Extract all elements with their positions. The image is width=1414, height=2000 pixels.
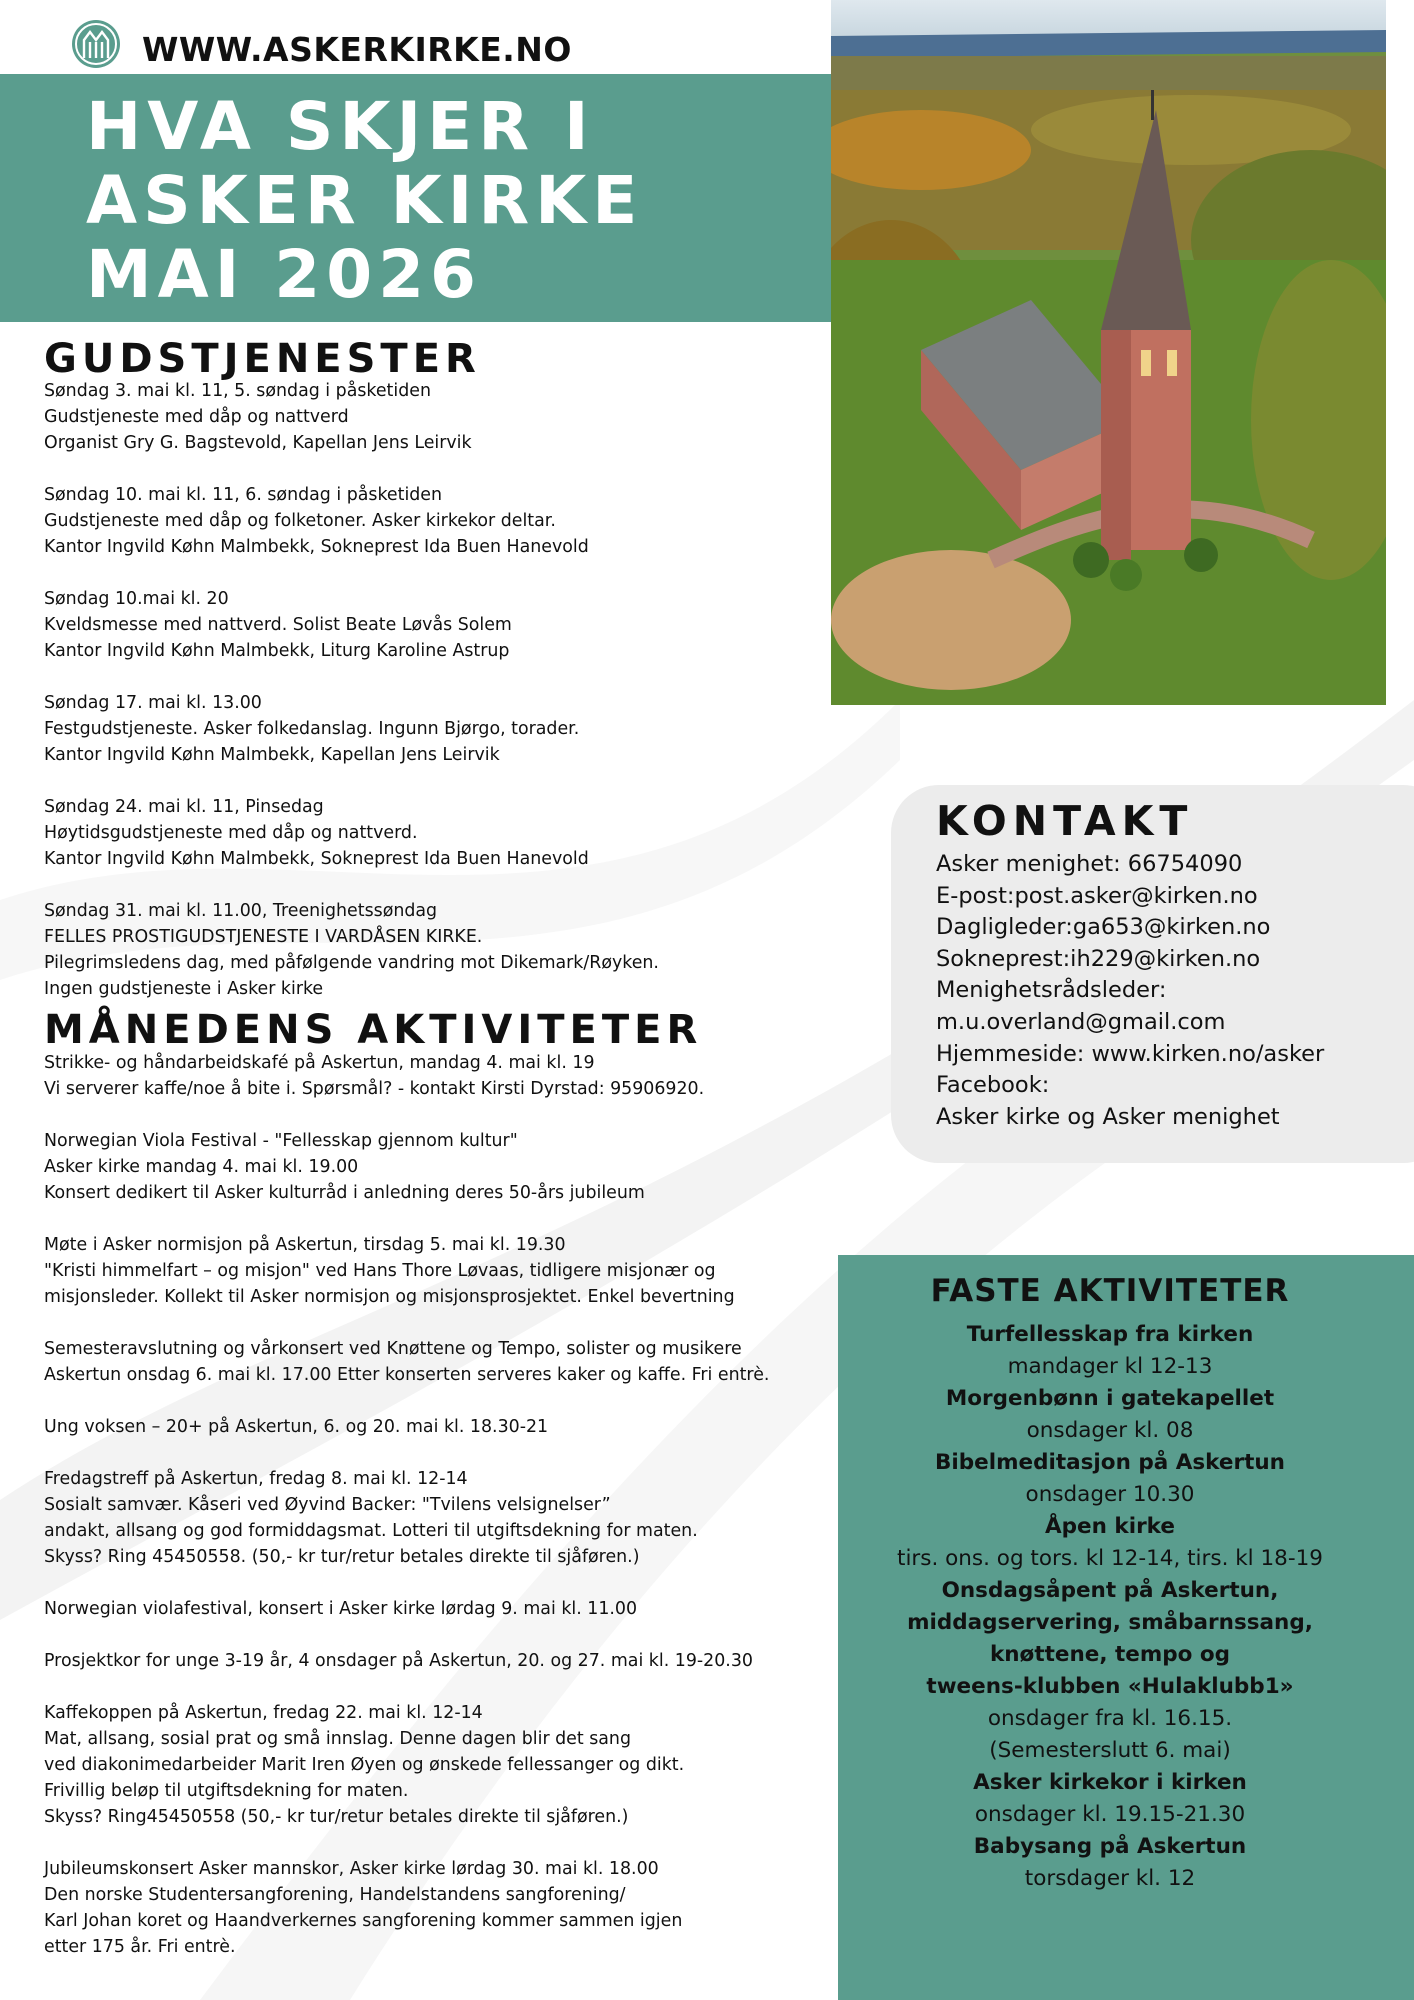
faste-activity-title: Morgenbønn i gatekapellet xyxy=(945,1386,1275,1411)
gudstjeneste-line xyxy=(44,872,659,898)
faste-activity-title: Åpen kirke xyxy=(1045,1514,1175,1539)
aktivitet-line xyxy=(44,1206,769,1232)
aktivitet-line: ved diakonimedarbeider Marit Iren Øyen og ønskede fellessanger og dikt. xyxy=(44,1755,685,1775)
aktiviteter-list xyxy=(44,1050,769,1960)
aktivitet-line xyxy=(44,1310,769,1336)
faste-activity-time: mandager kl 12-13 xyxy=(1007,1354,1213,1379)
gudstjeneste-line: Søndag 10.mai kl. 20 xyxy=(44,589,229,609)
aktivitet-line: Norwegian violafestival, konsert i Asker kirke lørdag 9. mai kl. 11.00 xyxy=(44,1599,638,1619)
gudstjeneste-line: FELLES PROSTIGUDSTJENESTE I VARDÅSEN KIRKE. xyxy=(44,927,483,947)
aktivitet-line: Prosjektkor for unge 3-19 år, 4 onsdager på Askertun, 20. og 27. mai kl. 19-20.30 xyxy=(44,1651,753,1671)
aktivitet-line: andakt, allsang og god formiddagsmat. Lotteri til utgiftsdekning for maten. xyxy=(44,1521,698,1541)
faste-heading: FASTE AKTIVITETER xyxy=(930,1273,1290,1309)
gudstjeneste-line xyxy=(44,768,659,794)
faste-activity-title: Turfellesskap fra kirken xyxy=(966,1322,1254,1347)
gudstjeneste-line xyxy=(44,560,659,586)
gudstjeneste-line: Organist Gry G. Bagstevold, Kapellan Jens Leirvik xyxy=(44,433,472,453)
gudstjeneste-line: Søndag 31. mai kl. 11.00, Treenighetssøndag xyxy=(44,901,438,921)
faste-activity-time: onsdager fra kl. 16.15. xyxy=(987,1706,1233,1731)
aktivitet-line xyxy=(44,1570,769,1596)
aktivitet-line xyxy=(44,1440,769,1466)
faste-activity-time: tirs. ons. og tors. kl 12-14, tirs. kl 18-19 xyxy=(897,1546,1323,1571)
aktivitet-line: Karl Johan koret og Haandverkernes sangforening kommer sammen igjen xyxy=(44,1911,683,1931)
kontakt-line: Asker menighet: 66754090 xyxy=(936,851,1243,877)
faste-activity-time: onsdager kl. 08 xyxy=(1026,1418,1194,1443)
aktivitet-line: Konsert dedikert til Asker kulturråd i anledning deres 50-års jubileum xyxy=(44,1183,645,1203)
aktivitet-line xyxy=(44,1830,769,1856)
faste-activity-title: knøttene, tempo og xyxy=(989,1642,1231,1667)
gudstjeneste-line: Kantor Ingvild Køhn Malmbekk, Liturg Karoline Astrup xyxy=(44,641,510,661)
aktivitet-line: etter 175 år. Fri entrè. xyxy=(44,1937,236,1957)
aktivitet-line: misjonsleder. Kollekt til Asker normisjon og misjonsprosjektet. Enkel bevertning xyxy=(44,1287,735,1307)
aktivitet-line xyxy=(44,1622,769,1648)
title-line-3: MAI 2026 xyxy=(86,236,482,313)
gudstjeneste-line: Søndag 17. mai kl. 13.00 xyxy=(44,693,262,713)
gudstjeneste-line: Festgudstjeneste. Asker folkedanslag. Ingunn Bjørgo, torader. xyxy=(44,719,580,739)
aktivitet-line: Møte i Asker normisjon på Askertun, tirsdag 5. mai kl. 19.30 xyxy=(44,1235,566,1255)
gudstjeneste-line: Gudstjeneste med dåp og folketoner. Asker kirkekor deltar. xyxy=(44,511,556,531)
aktivitet-line: Asker kirke mandag 4. mai kl. 19.00 xyxy=(44,1157,359,1177)
kontakt-line: E-post:post.asker@kirken.no xyxy=(936,882,1258,909)
faste-aktiviteter-box xyxy=(838,1255,1414,2000)
aktivitet-line: Skyss? Ring45450558 (50,- kr tur/retur betales direkte til sjåføren.) xyxy=(44,1807,629,1827)
aktivitet-line: Kaffekoppen på Askertun, fredag 22. mai kl. 12-14 xyxy=(44,1703,483,1723)
website-url[interactable]: WWW.ASKERKIRKE.NO xyxy=(142,30,572,69)
faste-list xyxy=(838,1319,1382,1895)
gudstjeneste-line xyxy=(44,456,659,482)
title-banner xyxy=(0,74,831,322)
aktivitet-line: Den norske Studentersangforening, Handelstandens sangforening/ xyxy=(44,1885,626,1905)
gudstjeneste-line: Kantor Ingvild Køhn Malmbekk, Sokneprest Ida Buen Hanevold xyxy=(44,537,589,557)
aktivitet-line: Skyss? Ring 45450558. (50,- kr tur/retur betales direkte til sjåføren.) xyxy=(44,1547,640,1567)
faste-activity-title: Bibelmeditasjon på Askertun xyxy=(935,1450,1285,1475)
faste-activity-time: (Semesterslutt 6. mai) xyxy=(989,1738,1231,1763)
title-line-2: ASKER KIRKE xyxy=(86,162,644,239)
church-logo xyxy=(70,18,122,70)
aktiviteter-heading: MÅNEDENS AKTIVITETER xyxy=(44,1007,703,1053)
gudstjeneste-line: Kantor Ingvild Køhn Malmbekk, Sokneprest Ida Buen Hanevold xyxy=(44,849,589,869)
faste-activity-title: Asker kirkekor i kirken xyxy=(973,1770,1247,1795)
church-aerial-photo xyxy=(831,0,1386,705)
aktivitet-line: Mat, allsang, sosial prat og små innslag. Denne dagen blir det sang xyxy=(44,1729,631,1749)
kontakt-heading: KONTAKT xyxy=(936,797,1194,845)
contact-box xyxy=(891,785,1414,1163)
faste-activity-title: Onsdagsåpent på Askertun, xyxy=(941,1578,1279,1603)
kontakt-line: Dagligleder:ga653@kirken.no xyxy=(936,914,1271,941)
gudstjeneste-line: Pilegrimsledens dag, med påfølgende vandring mot Dikemark/Røyken. xyxy=(44,953,659,973)
aktivitet-line: Fredagstreff på Askertun, fredag 8. mai kl. 12-14 xyxy=(44,1469,468,1489)
kontakt-line: Sokneprest:ih229@kirken.no xyxy=(936,945,1261,972)
aktivitet-line: Jubileumskonsert Asker mannskor, Asker kirke lørdag 30. mai kl. 18.00 xyxy=(44,1859,659,1879)
faste-activity-title: tweens-klubben «Hulaklubb1» xyxy=(926,1674,1294,1699)
gudstjeneste-line: Gudstjeneste med dåp og nattverd xyxy=(44,407,349,427)
kontakt-list xyxy=(936,849,1324,1133)
faste-activity-time: onsdager kl. 19.15-21.30 xyxy=(974,1802,1246,1827)
gudstjeneste-line: Søndag 3. mai kl. 11, 5. søndag i påsketiden xyxy=(44,381,431,401)
faste-activity-title: middagservering, småbarnssang, xyxy=(907,1610,1313,1635)
gudstjeneste-line: Kveldsmesse med nattverd. Solist Beate Løvås Solem xyxy=(44,615,512,635)
gudstjeneste-line: Kantor Ingvild Køhn Malmbekk, Kapellan Jens Leirvik xyxy=(44,745,500,765)
title-line-1: HVA SKJER I xyxy=(86,88,595,165)
aktivitet-line: Askertun onsdag 6. mai kl. 17.00 Etter konserten serveres kaker og kaffe. Fri entrè. xyxy=(44,1365,770,1385)
faste-activity-title: Babysang på Askertun xyxy=(973,1834,1247,1859)
kontakt-line: Menighetsrådsleder: xyxy=(936,977,1167,1004)
gudstjeneste-line: Høytidsgudstjeneste med dåp og nattverd. xyxy=(44,823,418,843)
gudstjeneste-line: Søndag 24. mai kl. 11, Pinsedag xyxy=(44,797,324,817)
gudstjeneste-line: Ingen gudstjeneste i Asker kirke xyxy=(44,979,324,999)
aktivitet-line: Strikke- og håndarbeidskafé på Askertun, mandag 4. mai kl. 19 xyxy=(44,1053,595,1073)
aktivitet-line: "Kristi himmelfart – og misjon" ved Hans Thore Løvaas, tidligere misjonær og xyxy=(44,1261,716,1281)
aktivitet-line xyxy=(44,1388,769,1414)
aktivitet-line: Semesteravslutning og vårkonsert ved Knøttene og Tempo, solister og musikere xyxy=(44,1339,742,1359)
faste-activity-time: torsdager kl. 12 xyxy=(1024,1866,1196,1891)
aktivitet-line: Sosialt samvær. Kåseri ved Øyvind Backer: "Tvilens velsignelser” xyxy=(44,1495,611,1515)
faste-activity-time: onsdager 10.30 xyxy=(1025,1482,1195,1507)
aktivitet-line: Ung voksen – 20+ på Askertun, 6. og 20. mai kl. 18.30-21 xyxy=(44,1417,549,1437)
aktivitet-line: Vi serverer kaffe/noe å bite i. Spørsmål? - kontakt Kirsti Dyrstad: 95906920. xyxy=(44,1079,705,1099)
kontakt-line: Hjemmeside: www.kirken.no/asker xyxy=(936,1040,1325,1067)
gudstjenester-heading: GUDSTJENESTER xyxy=(44,336,481,382)
kontakt-line: Facebook: xyxy=(936,1072,1050,1099)
aktivitet-line xyxy=(44,1674,769,1700)
kontakt-line: Asker kirke og Asker menighet xyxy=(936,1103,1280,1130)
gudstjenester-list xyxy=(44,378,659,1002)
aktivitet-line: Norwegian Viola Festival - "Fellesskap gjennom kultur" xyxy=(44,1131,518,1151)
aktivitet-line xyxy=(44,1102,769,1128)
gudstjeneste-line: Søndag 10. mai kl. 11, 6. søndag i påsketiden xyxy=(44,485,443,505)
aktivitet-line: Frivillig beløp til utgiftsdekning for maten. xyxy=(44,1781,409,1801)
kontakt-line: m.u.overland@gmail.com xyxy=(936,1008,1226,1035)
gudstjeneste-line xyxy=(44,664,659,690)
